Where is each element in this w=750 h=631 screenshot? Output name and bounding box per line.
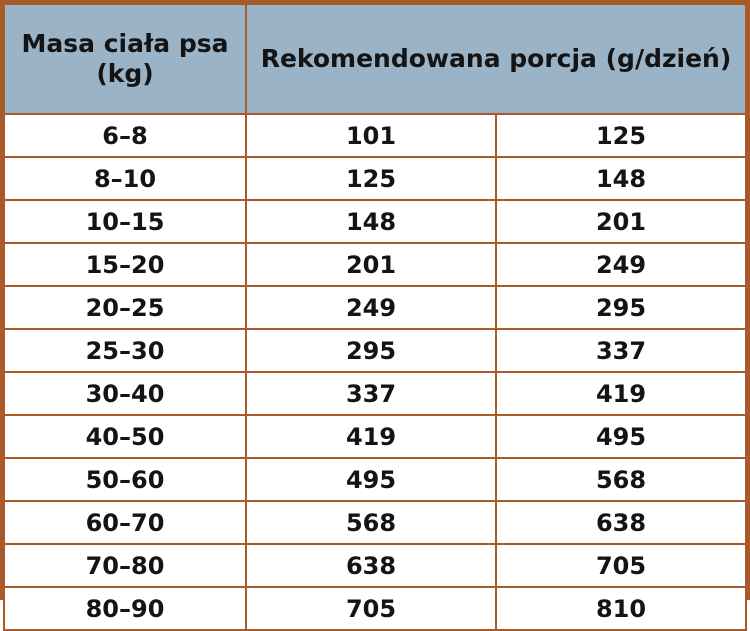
cell-portion-min: 337 bbox=[246, 372, 496, 415]
table-row bbox=[4, 544, 746, 587]
cell-weight: 80–90 bbox=[4, 587, 246, 630]
cell-weight: 6–8 bbox=[4, 114, 246, 157]
cell-weight: 50–60 bbox=[4, 458, 246, 501]
cell-weight: 60–70 bbox=[4, 501, 246, 544]
cell-weight: 8–10 bbox=[4, 157, 246, 200]
cell-portion-max: 295 bbox=[496, 286, 746, 329]
table-body bbox=[4, 114, 746, 630]
table-header bbox=[4, 4, 746, 114]
cell-portion-max: 568 bbox=[496, 458, 746, 501]
table-row bbox=[4, 286, 746, 329]
cell-portion-min: 638 bbox=[246, 544, 496, 587]
cell-portion-min: 705 bbox=[246, 587, 496, 630]
cell-portion-min: 249 bbox=[246, 286, 496, 329]
table-row bbox=[4, 415, 746, 458]
table-row bbox=[4, 458, 746, 501]
cell-portion-min: 101 bbox=[246, 114, 496, 157]
table-row bbox=[4, 587, 746, 630]
cell-weight: 40–50 bbox=[4, 415, 246, 458]
cell-portion-max: 705 bbox=[496, 544, 746, 587]
cell-portion-max: 337 bbox=[496, 329, 746, 372]
cell-portion-min: 148 bbox=[246, 200, 496, 243]
table-row bbox=[4, 243, 746, 286]
cell-portion-min: 568 bbox=[246, 501, 496, 544]
cell-weight: 70–80 bbox=[4, 544, 246, 587]
cell-portion-max: 638 bbox=[496, 501, 746, 544]
cell-portion-max: 810 bbox=[496, 587, 746, 630]
dosing-table bbox=[3, 3, 747, 631]
cell-weight: 15–20 bbox=[4, 243, 246, 286]
cell-portion-max: 201 bbox=[496, 200, 746, 243]
cell-weight: 20–25 bbox=[4, 286, 246, 329]
cell-portion-max: 249 bbox=[496, 243, 746, 286]
table-row bbox=[4, 501, 746, 544]
cell-portion-max: 419 bbox=[496, 372, 746, 415]
cell-portion-min: 125 bbox=[246, 157, 496, 200]
table-row bbox=[4, 200, 746, 243]
table-row bbox=[4, 114, 746, 157]
cell-portion-max: 148 bbox=[496, 157, 746, 200]
table-row bbox=[4, 372, 746, 415]
cell-portion-min: 495 bbox=[246, 458, 496, 501]
column-header-recommended-portion: Rekomendowana porcja (g/dzień) bbox=[246, 4, 746, 114]
table-row bbox=[4, 329, 746, 372]
cell-weight: 25–30 bbox=[4, 329, 246, 372]
cell-portion-max: 495 bbox=[496, 415, 746, 458]
cell-weight: 30–40 bbox=[4, 372, 246, 415]
table-row bbox=[4, 157, 746, 200]
header-row bbox=[4, 4, 746, 114]
cell-portion-min: 295 bbox=[246, 329, 496, 372]
cell-weight: 10–15 bbox=[4, 200, 246, 243]
cell-portion-min: 201 bbox=[246, 243, 496, 286]
cell-portion-min: 419 bbox=[246, 415, 496, 458]
column-header-body-weight: Masa ciała psa (kg) bbox=[4, 4, 246, 114]
cell-portion-max: 125 bbox=[496, 114, 746, 157]
